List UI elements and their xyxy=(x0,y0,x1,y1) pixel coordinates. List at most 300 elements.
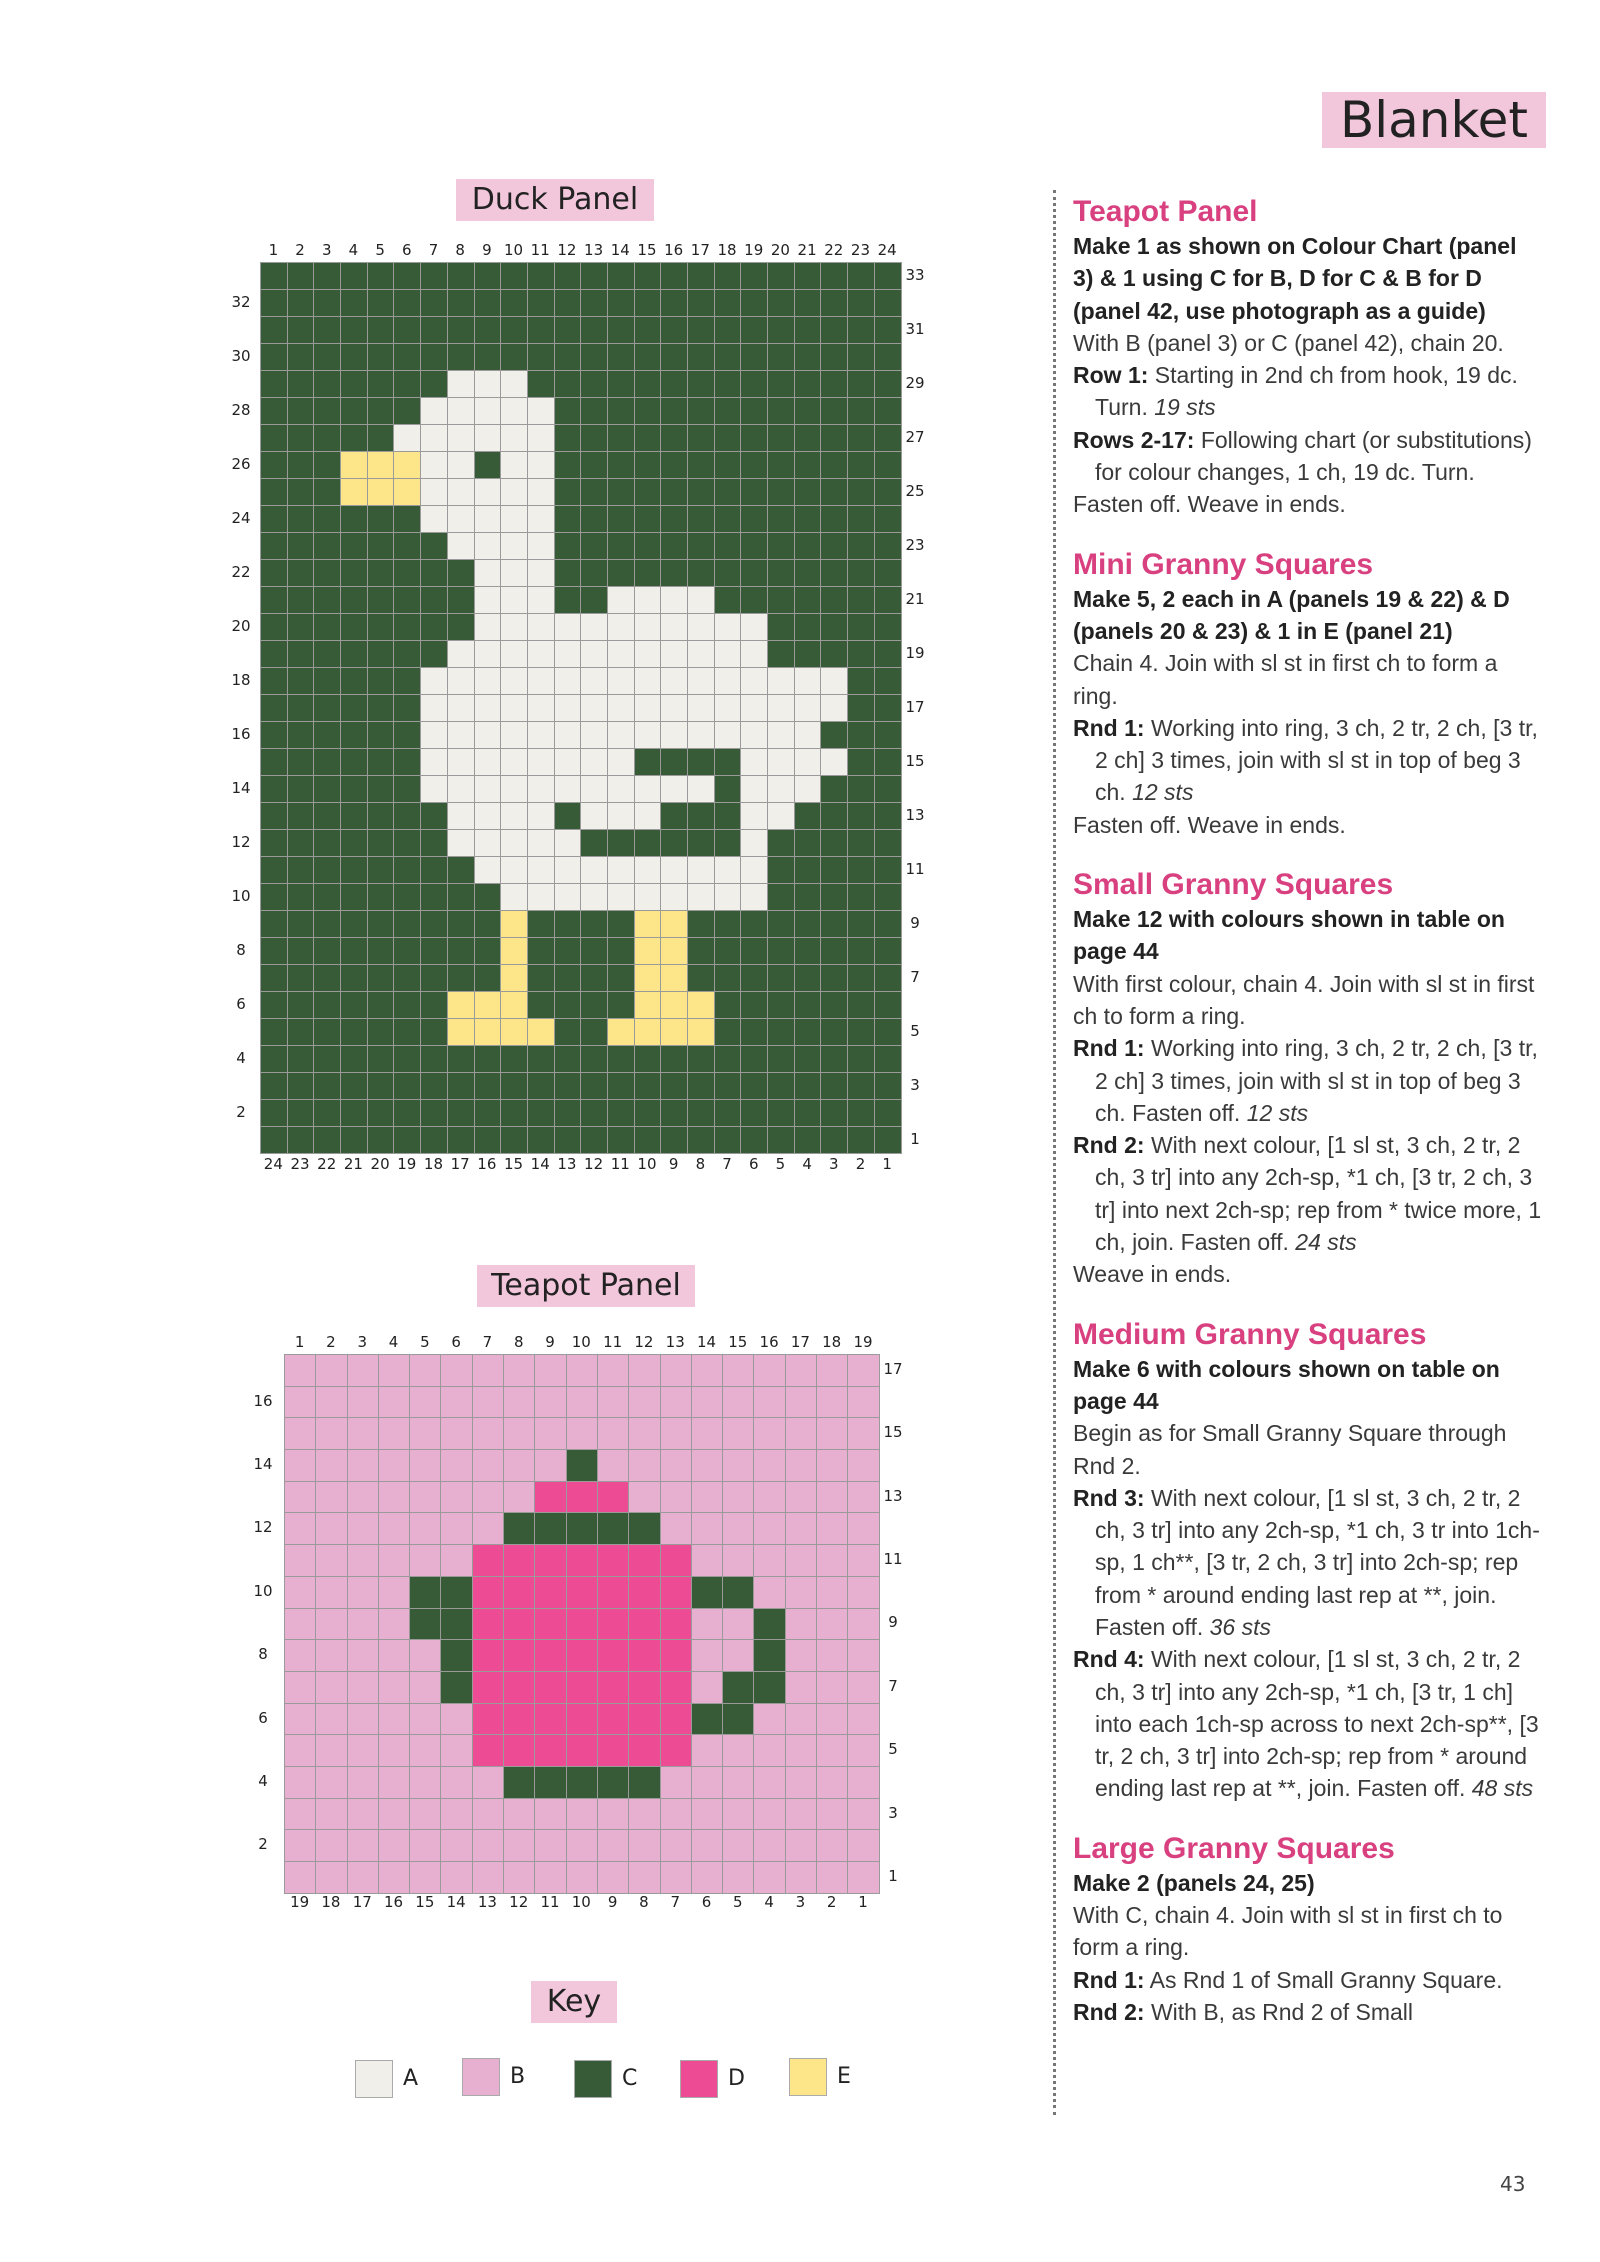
chart-cell xyxy=(821,317,848,344)
chart-cell xyxy=(341,857,368,884)
chart-cell xyxy=(598,1387,629,1419)
chart-cell xyxy=(535,1513,566,1545)
chart-cell xyxy=(394,641,421,668)
chart-cell xyxy=(410,1767,441,1799)
chart-cell xyxy=(598,1450,629,1482)
chart-cell xyxy=(741,290,768,317)
chart-cell xyxy=(285,1513,316,1545)
chart-cell xyxy=(875,1019,902,1046)
chart-cell xyxy=(723,1418,754,1450)
chart-cell xyxy=(528,776,555,803)
chart-cell xyxy=(768,641,795,668)
key-swatch xyxy=(462,2058,500,2096)
chart-cell xyxy=(348,1767,379,1799)
chart-cell xyxy=(661,668,688,695)
chart-cell xyxy=(475,776,502,803)
chart-cell xyxy=(715,290,742,317)
chart-cell xyxy=(661,1577,692,1609)
row-label: Row 1: xyxy=(1073,362,1149,389)
chart-cell xyxy=(285,1862,316,1894)
chart-cell xyxy=(501,587,528,614)
chart-cell xyxy=(394,317,421,344)
chart-cell xyxy=(341,506,368,533)
chart-cell xyxy=(394,290,421,317)
chart-cell xyxy=(692,1482,723,1514)
column-number: 20 xyxy=(770,241,790,259)
row-number: 15 xyxy=(905,751,925,770)
stitch-count: 12 sts xyxy=(1246,1099,1309,1126)
chart-cell xyxy=(421,533,448,560)
chart-cell xyxy=(848,695,875,722)
chart-cell xyxy=(875,290,902,317)
chart-cell xyxy=(314,938,341,965)
chart-cell xyxy=(394,1019,421,1046)
chart-cell xyxy=(817,1672,848,1704)
chart-cell xyxy=(581,1127,608,1154)
chart-cell xyxy=(608,1100,635,1127)
chart-cell xyxy=(848,425,875,452)
chart-cell xyxy=(786,1767,817,1799)
column-number: 10 xyxy=(503,241,524,259)
chart-cell xyxy=(368,776,395,803)
chart-cell xyxy=(875,965,902,992)
row-number: 14 xyxy=(253,1454,273,1473)
chart-cell xyxy=(394,857,421,884)
chart-cell xyxy=(261,1046,288,1073)
column-number: 15 xyxy=(503,1155,524,1173)
chart-cell xyxy=(288,722,315,749)
chart-cell xyxy=(441,1482,472,1514)
chart-cell xyxy=(795,398,822,425)
chart-cell xyxy=(504,1862,535,1894)
chart-cell xyxy=(629,1355,660,1387)
chart-cell xyxy=(421,344,448,371)
chart-cell xyxy=(501,614,528,641)
chart-cell xyxy=(261,830,288,857)
column-number: 17 xyxy=(450,1155,470,1173)
row-number: 5 xyxy=(910,1021,920,1040)
chart-cell xyxy=(848,560,875,587)
chart-cell xyxy=(581,290,608,317)
chart-cell xyxy=(768,533,795,560)
column-number: 3 xyxy=(357,1333,368,1351)
chart-cell xyxy=(394,1127,421,1154)
chart-cell xyxy=(501,371,528,398)
chart-cell xyxy=(608,263,635,290)
row-number: 8 xyxy=(236,940,246,959)
chart-cell xyxy=(555,1019,582,1046)
chart-cell xyxy=(504,1450,535,1482)
column-number: 23 xyxy=(850,241,871,259)
chart-cell xyxy=(348,1545,379,1577)
chart-cell xyxy=(501,884,528,911)
chart-cell xyxy=(635,830,662,857)
chart-cell xyxy=(421,317,448,344)
chart-cell xyxy=(348,1513,379,1545)
chart-cell xyxy=(316,1418,347,1450)
chart-cell xyxy=(567,1387,598,1419)
chart-cell xyxy=(555,587,582,614)
chart-cell xyxy=(501,695,528,722)
chart-cell xyxy=(475,749,502,776)
chart-cell xyxy=(768,911,795,938)
chart-cell xyxy=(410,1482,441,1514)
column-number: 8 xyxy=(695,1155,706,1173)
chart-cell xyxy=(394,1046,421,1073)
chart-cell xyxy=(448,776,475,803)
instruction-text: Fasten off. Weave in ends. xyxy=(1073,491,1346,518)
stitch-count: 12 sts xyxy=(1132,779,1194,806)
chart-cell xyxy=(741,533,768,560)
column-number: 7 xyxy=(482,1333,493,1351)
chart-cell xyxy=(475,830,502,857)
chart-cell xyxy=(528,452,555,479)
chart-cell xyxy=(723,1387,754,1419)
column-number: 13 xyxy=(584,241,604,259)
chart-cell xyxy=(421,587,448,614)
chart-cell xyxy=(528,992,555,1019)
chart-cell xyxy=(817,1450,848,1482)
chart-cell xyxy=(348,1387,379,1419)
chart-cell xyxy=(661,506,688,533)
chart-cell xyxy=(875,1100,902,1127)
chart-cell xyxy=(448,911,475,938)
chart-cell xyxy=(528,263,555,290)
chart-cell xyxy=(661,290,688,317)
chart-cell xyxy=(821,749,848,776)
chart-cell xyxy=(821,533,848,560)
key-swatch xyxy=(574,2060,612,2098)
chart-cell xyxy=(821,479,848,506)
chart-cell xyxy=(635,641,662,668)
chart-cell xyxy=(635,695,662,722)
section-lead: Make 12 with colours shown in table on page 44 xyxy=(1073,906,1505,965)
row-text: Starting in 2nd ch from hook, 19 dc. Turn. xyxy=(1095,362,1518,421)
chart-cell xyxy=(475,371,502,398)
chart-cell xyxy=(581,857,608,884)
chart-cell xyxy=(608,1127,635,1154)
chart-cell xyxy=(421,695,448,722)
column-number: 4 xyxy=(764,1893,774,1911)
page-number: 43 xyxy=(1500,2172,1526,2196)
medium-granny-section xyxy=(1073,1317,1543,1805)
chart-cell xyxy=(348,1609,379,1641)
chart-cell xyxy=(661,1704,692,1736)
chart-cell xyxy=(379,1704,410,1736)
chart-cell xyxy=(875,587,902,614)
chart-cell xyxy=(261,1127,288,1154)
row-number: 15 xyxy=(883,1423,903,1442)
chart-cell xyxy=(448,452,475,479)
chart-cell xyxy=(661,1127,688,1154)
chart-cell xyxy=(410,1799,441,1831)
chart-cell xyxy=(528,749,555,776)
chart-cell xyxy=(821,884,848,911)
chart-cell xyxy=(768,344,795,371)
chart-cell xyxy=(448,425,475,452)
chart-cell xyxy=(341,911,368,938)
chart-cell xyxy=(410,1672,441,1704)
chart-cell xyxy=(475,533,502,560)
chart-cell xyxy=(555,290,582,317)
chart-cell xyxy=(528,398,555,425)
chart-cell xyxy=(629,1577,660,1609)
chart-cell xyxy=(635,263,662,290)
chart-cell xyxy=(475,857,502,884)
chart-cell xyxy=(768,398,795,425)
chart-cell xyxy=(817,1735,848,1767)
chart-cell xyxy=(535,1704,566,1736)
chart-cell xyxy=(661,695,688,722)
chart-cell xyxy=(394,344,421,371)
chart-cell xyxy=(608,749,635,776)
chart-cell xyxy=(661,1513,692,1545)
chart-cell xyxy=(608,425,635,452)
chart-cell xyxy=(261,695,288,722)
chart-cell xyxy=(567,1862,598,1894)
chart-cell xyxy=(795,533,822,560)
teapot-section xyxy=(1073,194,1543,521)
column-number: 18 xyxy=(717,241,737,259)
chart-cell xyxy=(448,587,475,614)
chart-cell xyxy=(535,1862,566,1894)
round-label: Rnd 1: xyxy=(1073,1035,1145,1062)
row-number: 6 xyxy=(236,994,246,1013)
chart-cell xyxy=(288,965,315,992)
chart-cell xyxy=(448,938,475,965)
chart-cell xyxy=(475,668,502,695)
chart-cell xyxy=(688,803,715,830)
chart-cell xyxy=(341,668,368,695)
chart-cell xyxy=(754,1355,785,1387)
chart-cell xyxy=(314,479,341,506)
chart-cell xyxy=(688,776,715,803)
chart-cell xyxy=(528,371,555,398)
chart-cell xyxy=(661,992,688,1019)
column-number: 19 xyxy=(397,1155,417,1173)
row-number: 21 xyxy=(905,589,925,608)
chart-cell xyxy=(635,911,662,938)
chart-cell xyxy=(635,668,662,695)
chart-cell xyxy=(341,1046,368,1073)
chart-cell xyxy=(448,1073,475,1100)
chart-cell xyxy=(394,1100,421,1127)
chart-cell xyxy=(598,1830,629,1862)
round-instruction xyxy=(1073,1482,1543,1643)
row-number: 5 xyxy=(888,1740,898,1759)
chart-cell xyxy=(795,857,822,884)
chart-cell xyxy=(379,1513,410,1545)
chart-cell xyxy=(608,722,635,749)
chart-cell xyxy=(288,263,315,290)
chart-cell xyxy=(314,290,341,317)
chart-cell xyxy=(629,1640,660,1672)
chart-cell xyxy=(501,641,528,668)
chart-cell xyxy=(285,1450,316,1482)
chart-cell xyxy=(661,1387,692,1419)
column-number: 14 xyxy=(530,1155,550,1173)
chart-cell xyxy=(368,803,395,830)
chart-cell xyxy=(348,1418,379,1450)
chart-cell xyxy=(348,1577,379,1609)
chart-cell xyxy=(635,317,662,344)
chart-cell xyxy=(768,317,795,344)
chart-cell xyxy=(285,1672,316,1704)
chart-cell xyxy=(875,749,902,776)
chart-cell xyxy=(768,722,795,749)
chart-cell xyxy=(581,344,608,371)
chart-cell xyxy=(795,803,822,830)
chart-cell xyxy=(821,1073,848,1100)
chart-cell xyxy=(608,857,635,884)
chart-cell xyxy=(288,884,315,911)
chart-cell xyxy=(341,614,368,641)
chart-cell xyxy=(528,479,555,506)
chart-cell xyxy=(875,803,902,830)
row-number: 16 xyxy=(253,1391,273,1410)
chart-cell xyxy=(661,533,688,560)
chart-cell xyxy=(448,371,475,398)
stitch-count: 48 sts xyxy=(1471,1775,1534,1802)
chart-cell xyxy=(723,1577,754,1609)
chart-cell xyxy=(475,1073,502,1100)
chart-cell xyxy=(501,479,528,506)
chart-cell xyxy=(441,1640,472,1672)
chart-cell xyxy=(555,965,582,992)
chart-cell xyxy=(379,1545,410,1577)
chart-cell xyxy=(348,1450,379,1482)
chart-cell xyxy=(555,1046,582,1073)
chart-cell xyxy=(608,911,635,938)
chart-cell xyxy=(567,1418,598,1450)
chart-cell xyxy=(368,614,395,641)
chart-cell xyxy=(754,1418,785,1450)
key-label: B xyxy=(510,2064,526,2089)
chart-cell xyxy=(448,560,475,587)
chart-cell xyxy=(441,1577,472,1609)
round-text: Working into ring, 3 ch, 2 tr, 2 ch, [3 tr, 2 ch] 3 times, join with sl st in top of beg 3 ch. Fasten off. xyxy=(1095,1035,1538,1126)
chart-cell xyxy=(754,1704,785,1736)
column-number: 1 xyxy=(882,1155,892,1173)
chart-cell xyxy=(581,776,608,803)
chart-cell xyxy=(741,1073,768,1100)
chart-cell xyxy=(661,614,688,641)
chart-cell xyxy=(448,668,475,695)
column-number: 12 xyxy=(634,1333,654,1351)
row-number: 1 xyxy=(888,1867,898,1886)
chart-cell xyxy=(875,668,902,695)
chart-cell xyxy=(795,668,822,695)
chart-cell xyxy=(316,1704,347,1736)
chart-cell xyxy=(741,965,768,992)
chart-cell xyxy=(688,452,715,479)
chart-cell xyxy=(848,749,875,776)
chart-cell xyxy=(608,1019,635,1046)
chart-cell xyxy=(448,992,475,1019)
round-text: As Rnd 1 of Small Granny Square. xyxy=(1144,1966,1503,1993)
chart-cell xyxy=(528,506,555,533)
chart-cell xyxy=(314,1127,341,1154)
chart-cell xyxy=(795,911,822,938)
chart-cell xyxy=(555,560,582,587)
chart-cell xyxy=(261,614,288,641)
chart-cell xyxy=(341,722,368,749)
chart-cell xyxy=(285,1545,316,1577)
chart-cell xyxy=(848,992,875,1019)
chart-cell xyxy=(316,1672,347,1704)
chart-cell xyxy=(723,1735,754,1767)
column-number: 8 xyxy=(639,1893,649,1911)
chart-cell xyxy=(368,1019,395,1046)
chart-cell xyxy=(692,1862,723,1894)
chart-cell xyxy=(528,695,555,722)
chart-cell xyxy=(261,425,288,452)
chart-cell xyxy=(421,776,448,803)
section-lead: Make 6 with colours shown on table on page 44 xyxy=(1073,1355,1500,1414)
chart-cell xyxy=(261,857,288,884)
chart-cell xyxy=(394,722,421,749)
chart-cell xyxy=(795,1046,822,1073)
chart-cell xyxy=(848,1767,879,1799)
chart-cell xyxy=(441,1830,472,1862)
chart-cell xyxy=(567,1609,598,1641)
chart-cell xyxy=(608,371,635,398)
chart-cell xyxy=(528,614,555,641)
chart-cell xyxy=(410,1640,441,1672)
chart-cell xyxy=(723,1767,754,1799)
chart-cell xyxy=(723,1355,754,1387)
chart-cell xyxy=(821,1127,848,1154)
chart-cell xyxy=(661,479,688,506)
chart-cell xyxy=(555,263,582,290)
round-instruction xyxy=(1073,712,1543,809)
chart-cell xyxy=(504,1640,535,1672)
chart-cell xyxy=(692,1799,723,1831)
chart-cell xyxy=(754,1545,785,1577)
chart-cell xyxy=(688,722,715,749)
chart-cell xyxy=(875,398,902,425)
chart-cell xyxy=(314,560,341,587)
chart-cell xyxy=(715,533,742,560)
row-text: Following chart (or substitutions) for colour changes, 1 ch, 19 dc. Turn. xyxy=(1095,426,1532,486)
chart-cell xyxy=(848,1799,879,1831)
chart-cell xyxy=(501,749,528,776)
chart-cell xyxy=(314,1073,341,1100)
chart-cell xyxy=(848,1704,879,1736)
chart-cell xyxy=(448,857,475,884)
chart-cell xyxy=(394,830,421,857)
chart-cell xyxy=(368,452,395,479)
chart-cell xyxy=(821,1046,848,1073)
chart-cell xyxy=(288,398,315,425)
row-number: 16 xyxy=(231,724,251,743)
column-number: 16 xyxy=(383,1893,404,1911)
chart-cell xyxy=(635,803,662,830)
chart-cell xyxy=(848,1640,879,1672)
chart-cell xyxy=(741,803,768,830)
chart-cell xyxy=(875,263,902,290)
chart-cell xyxy=(688,1073,715,1100)
chart-cell xyxy=(314,830,341,857)
chart-cell xyxy=(441,1799,472,1831)
chart-cell xyxy=(848,938,875,965)
chart-cell xyxy=(285,1704,316,1736)
chart-cell xyxy=(379,1767,410,1799)
row-number: 24 xyxy=(231,508,251,527)
chart-cell xyxy=(316,1355,347,1387)
chart-cell xyxy=(741,398,768,425)
chart-cell xyxy=(261,641,288,668)
